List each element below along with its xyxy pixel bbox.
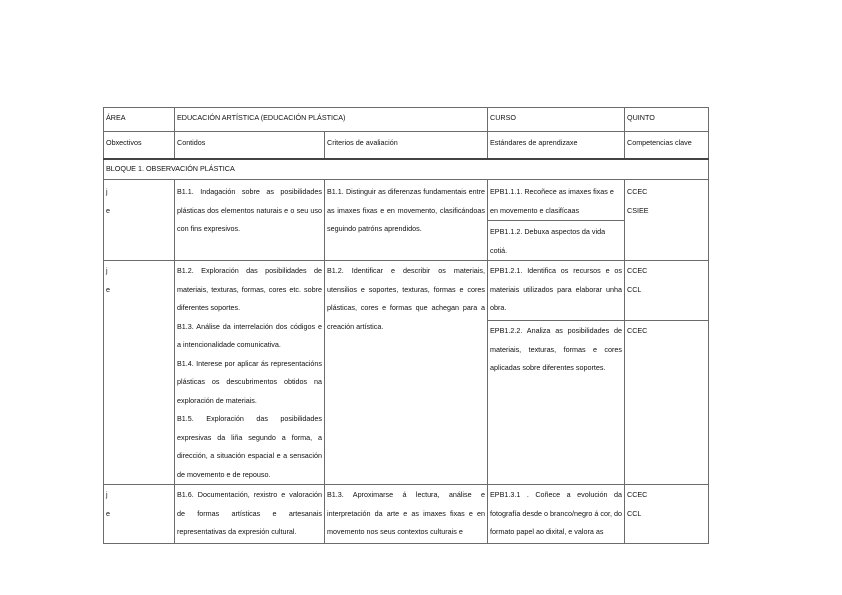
table-row — [104, 180, 709, 221]
content-item: B1.2. Exploración das posibilidades de materiais, texturas, formas, cores etc. sobre diferentes soportes. — [177, 266, 322, 312]
block-title: BLOQUE 1. OBSERVACIÓN PLÁSTICA — [104, 159, 709, 180]
contents-cell — [175, 261, 325, 485]
standard-text: EPB1.2.1. Identifica os recursos e os materiais utilizados para elaborar unha obra. — [490, 266, 622, 312]
objective-item: j — [106, 490, 108, 499]
criteria-cell — [325, 261, 488, 485]
criteria-text: B1.3. Aproximarse á lectura, análise e interpretación da arte e as imaxes fixas e en movemento nos seus contextos culturais e — [327, 490, 485, 536]
col-competencias: Competencias clave — [625, 132, 709, 160]
content-item: B1.1. Indagación sobre as posibilidades plásticas dos elementos naturais e o seu uso con fins expresivos. — [177, 187, 322, 233]
curso-label: CURSO — [488, 108, 625, 132]
objective-item: e — [106, 508, 110, 518]
standard-text: EPB1.1.1. Recoñece as imaxes fixas e en movemento e clasifícaas — [490, 187, 614, 215]
standard-cell — [488, 321, 625, 485]
contents-cell — [175, 485, 325, 544]
standard-cell — [488, 221, 625, 261]
competence-item: CCEC — [627, 326, 648, 336]
competences-cell — [625, 261, 709, 321]
criteria-text: B1.2. Identificar e describir os materiais, utensilios e soportes, texturas, formas e cores plásticas, cores e formas que achegan para a creación artística. — [327, 266, 485, 331]
content-item: B1.5. Exploración das posibilidades expresivas da liña segundo a forma, a dirección, a situación espacial e a sensación de movemento e de repouso. — [177, 414, 322, 479]
competences-cell — [625, 321, 709, 485]
table-row — [104, 261, 709, 321]
objectives-cell — [104, 261, 175, 485]
col-criterios: Criterios de avaliación — [325, 132, 488, 160]
curso-value: QUINTO — [625, 108, 709, 132]
competence-item: CCL — [627, 284, 642, 294]
standard-cell — [488, 485, 625, 544]
content-item: B1.6. Documentación, rexistro e valoración de formas artísticas e artesanais representativas da expresión cultural. — [177, 490, 322, 536]
competence-item: CCL — [627, 508, 642, 518]
standard-cell — [488, 261, 625, 321]
column-header-row — [104, 132, 709, 160]
standard-text: EPB1.3.1 . Coñece a evolución da fotografía desde o branco/negro á cor, do formato papel ao dixital, e valora as — [490, 490, 622, 536]
competence-item: CCEC — [627, 187, 648, 196]
objective-item: j — [106, 187, 108, 196]
criteria-text: B1.1. Distinguir as diferenzas fundamentais entre as imaxes fixas e en movemento, clasificándoas seguindo patróns aprendidos. — [327, 187, 485, 233]
criteria-cell — [325, 180, 488, 261]
standard-text: EPB1.1.2. Debuxa aspectos da vida cotiá. — [490, 227, 606, 255]
content-item: B1.3. Análise da interrelación dos códigos e a intencionalidade comunicativa. — [177, 321, 322, 349]
competence-item: CCEC — [627, 490, 648, 499]
standard-text: EPB1.2.2. Analiza as posibilidades de materiais, texturas, formas e cores aplicadas sobre diferentes soportes. — [490, 326, 622, 373]
criteria-cell — [325, 485, 488, 544]
header-row — [104, 108, 709, 132]
objective-item: j — [106, 266, 108, 275]
area-label: ÁREA — [104, 108, 175, 132]
contents-cell — [175, 180, 325, 261]
competence-item: CCEC — [627, 266, 648, 275]
objectives-cell — [104, 485, 175, 544]
col-obxectivos: Obxectivos — [104, 132, 175, 160]
block-row — [104, 159, 709, 180]
area-value: EDUCACIÓN ARTÍSTICA (EDUCACIÓN PLÁSTICA) — [175, 108, 488, 132]
competences-cell — [625, 485, 709, 544]
col-estandares: Estándares de aprendizaxe — [488, 132, 625, 160]
objective-item: e — [106, 205, 110, 215]
objectives-cell — [104, 180, 175, 261]
competences-cell — [625, 180, 709, 261]
content-item: B1.4. Interese por aplicar ás representacións plásticas os descubrimentos obtidos na exploración de materiais. — [177, 358, 322, 405]
objective-item: e — [106, 284, 110, 294]
standard-cell — [488, 180, 625, 221]
competence-item: CSIEE — [627, 205, 649, 215]
table-row — [104, 485, 709, 544]
col-contidos: Contidos — [175, 132, 325, 160]
curriculum-table — [103, 107, 709, 544]
